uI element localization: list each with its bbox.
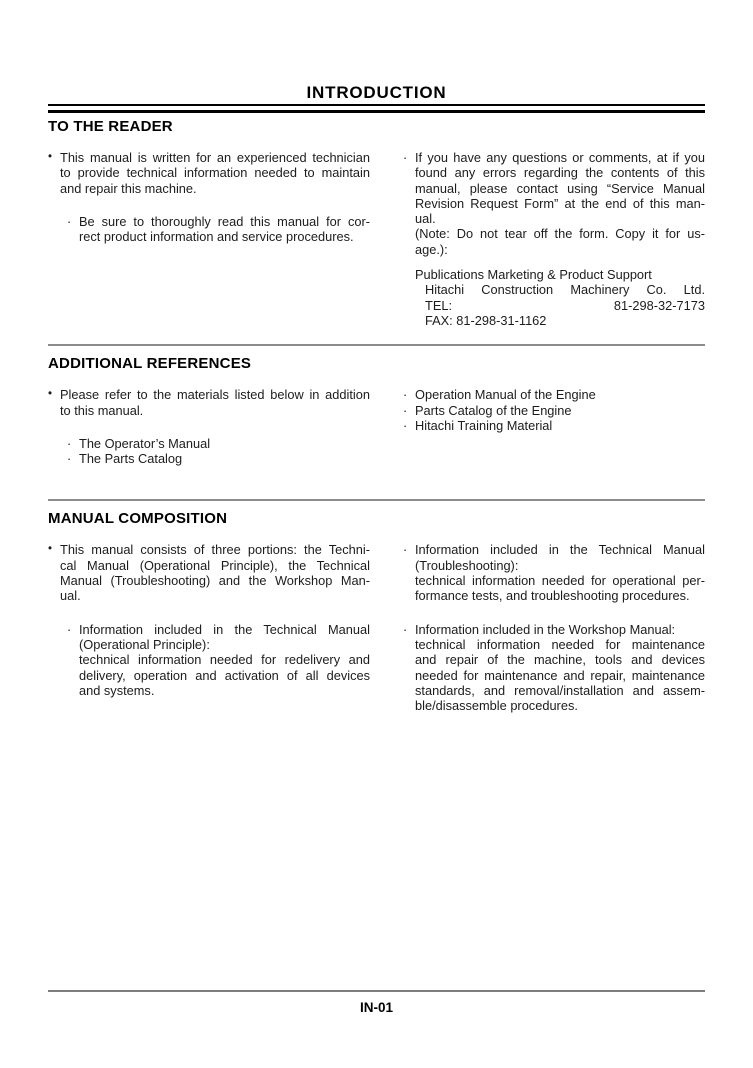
item-text — [79, 451, 370, 466]
item-text — [79, 622, 370, 698]
bullet-icon: • — [48, 151, 53, 163]
paragraph — [60, 542, 370, 603]
item-text — [415, 542, 705, 603]
paragraph — [415, 282, 705, 328]
text-line: technical information needed for operational per- — [415, 573, 705, 589]
text-line: The Operator’s Manual — [79, 435, 211, 451]
paragraph — [79, 652, 370, 698]
text-line: manual, please contact using “Service Manual — [415, 180, 705, 196]
item-text — [60, 542, 370, 603]
column-left — [48, 387, 370, 466]
bullet-item — [403, 403, 705, 418]
paragraph — [415, 403, 705, 418]
text-line: and repair of the machine, tools and devices — [415, 652, 705, 668]
no-marker — [403, 267, 415, 328]
text-line: TEL: 81-298-32-7173 — [425, 297, 705, 313]
text-line: FAX: 81-298-31-1162 — [425, 312, 547, 328]
text-line: Information included in the Technical Manual — [79, 621, 370, 637]
text-line: and repair this machine. — [60, 180, 197, 196]
text-line: found any errors regarding the contents of this — [415, 165, 705, 181]
text-line: (Operational Principle): — [79, 636, 210, 652]
item-text — [415, 387, 705, 402]
paragraph — [415, 226, 705, 257]
paragraph — [60, 387, 370, 418]
bullet-item — [403, 387, 705, 402]
section-columns — [48, 150, 705, 328]
paragraph — [415, 267, 705, 282]
text-line: ual. — [415, 211, 436, 227]
paragraph — [79, 214, 370, 245]
footer-divider — [48, 990, 705, 992]
paragraph — [79, 622, 370, 653]
text-line: Information included in the Technical Manual — [415, 542, 705, 558]
title-divider — [48, 104, 705, 113]
text-line: technical information needed for redelivery and — [79, 652, 370, 668]
text-line: ble/disassemble procedures. — [415, 698, 578, 714]
text-line: rect product information and service procedures. — [79, 229, 354, 245]
column-left — [48, 150, 370, 328]
bullet-icon: • — [48, 543, 53, 556]
middot-icon: · — [403, 150, 408, 165]
paragraph — [415, 573, 705, 604]
text-line: standards, and removal/installation and assem- — [415, 682, 705, 698]
bullet-item — [48, 387, 370, 418]
middot-icon: · — [67, 451, 72, 467]
item-text — [79, 214, 370, 245]
section-manual-composition — [48, 499, 705, 713]
text-line: needed for maintenance and repair, maintenance — [415, 667, 705, 683]
middot-icon: · — [67, 213, 72, 229]
bullet-item — [48, 622, 370, 698]
bullet-item — [403, 150, 705, 257]
text-line: to this manual. — [60, 402, 144, 418]
paragraph — [415, 542, 705, 573]
text-line: Hitachi Training Material — [415, 417, 553, 433]
bullet-item — [48, 436, 370, 451]
text-line: If you have any questions or comments, at if you — [415, 150, 705, 165]
section-heading: ADDITIONAL REFERENCES — [48, 355, 252, 373]
text-line: This manual consists of three portions: the Techni- — [60, 542, 370, 558]
section-columns — [48, 542, 705, 713]
bullet-item — [403, 418, 705, 433]
text-line: Hitachi Construction Machinery Co. Ltd. — [425, 282, 705, 298]
section-additional-references — [48, 344, 705, 466]
paragraph — [415, 622, 705, 637]
section-heading: TO THE READER — [48, 118, 173, 135]
middot-icon: · — [67, 621, 72, 637]
text-line: Parts Catalog of the Engine — [415, 402, 572, 418]
text-line: Be sure to thoroughly read this manual for cor- — [79, 213, 370, 229]
item-text — [415, 403, 705, 418]
text-line: (Note: Do not tear off the form. Copy it for us- — [415, 226, 705, 242]
text-line: Publications Marketing & Product Support — [415, 267, 652, 283]
paragraph — [415, 150, 705, 226]
bullet-item — [48, 150, 370, 196]
bullet-item — [48, 542, 370, 603]
item-text — [79, 436, 370, 451]
text-line: cal Manual (Operational Principle), the Technical — [60, 557, 370, 573]
bullet-item — [48, 451, 370, 466]
middot-icon: · — [403, 542, 408, 558]
text-line: Manual (Troubleshooting) and the Workshop Man- — [60, 573, 370, 589]
bullet-item — [48, 214, 370, 245]
middot-icon: · — [403, 402, 408, 418]
page-footer — [48, 990, 705, 1015]
page-number: IN-01 — [359, 1000, 393, 1015]
paragraph — [79, 436, 370, 451]
text-line: Please refer to the materials listed below in addition — [60, 387, 370, 403]
text-line: Revision Request Form” at the end of this man- — [415, 195, 705, 211]
bullet-icon: • — [48, 388, 53, 401]
middot-icon: · — [67, 435, 72, 451]
text-line: and systems. — [79, 682, 155, 698]
text-line: (Troubleshooting): — [415, 557, 519, 573]
paragraph — [415, 418, 705, 433]
item-text — [60, 387, 370, 418]
paragraph — [60, 150, 370, 196]
column-right — [403, 542, 705, 713]
text-line: Operation Manual of the Engine — [415, 387, 596, 403]
item-text — [415, 622, 705, 714]
text-line: age.): — [415, 241, 448, 257]
item-text — [60, 150, 370, 196]
column-right — [403, 387, 705, 466]
text-line: The Parts Catalog — [79, 451, 183, 467]
item-text — [415, 267, 705, 328]
bullet-item — [403, 267, 705, 328]
text-line: technical information needed for maintenance — [415, 636, 705, 652]
section-divider — [48, 499, 705, 501]
section-to-the-reader — [48, 118, 705, 328]
section-divider — [48, 344, 705, 346]
column-right — [403, 150, 705, 328]
text-line: to provide technical information needed to maintain — [60, 165, 370, 181]
bullet-item — [403, 542, 705, 603]
item-text — [415, 150, 705, 257]
text-line: ual. — [60, 588, 81, 604]
middot-icon: · — [403, 387, 408, 403]
item-text — [415, 418, 705, 433]
text-line: This manual is written for an experienced technician — [60, 150, 370, 165]
bullet-item — [403, 622, 705, 714]
paragraph — [415, 387, 705, 402]
text-line: formance tests, and troubleshooting procedures. — [415, 588, 690, 604]
text-line: Information included in the Workshop Manual: — [415, 621, 676, 637]
text-line: delivery, operation and activation of all devices — [79, 667, 370, 683]
middot-icon: · — [403, 417, 408, 433]
section-columns — [48, 387, 705, 466]
page-title: INTRODUCTION — [306, 83, 447, 102]
section-heading: MANUAL COMPOSITION — [48, 510, 228, 528]
paragraph — [415, 637, 705, 713]
paragraph — [79, 451, 370, 466]
middot-icon: · — [403, 621, 408, 637]
column-left — [48, 542, 370, 713]
